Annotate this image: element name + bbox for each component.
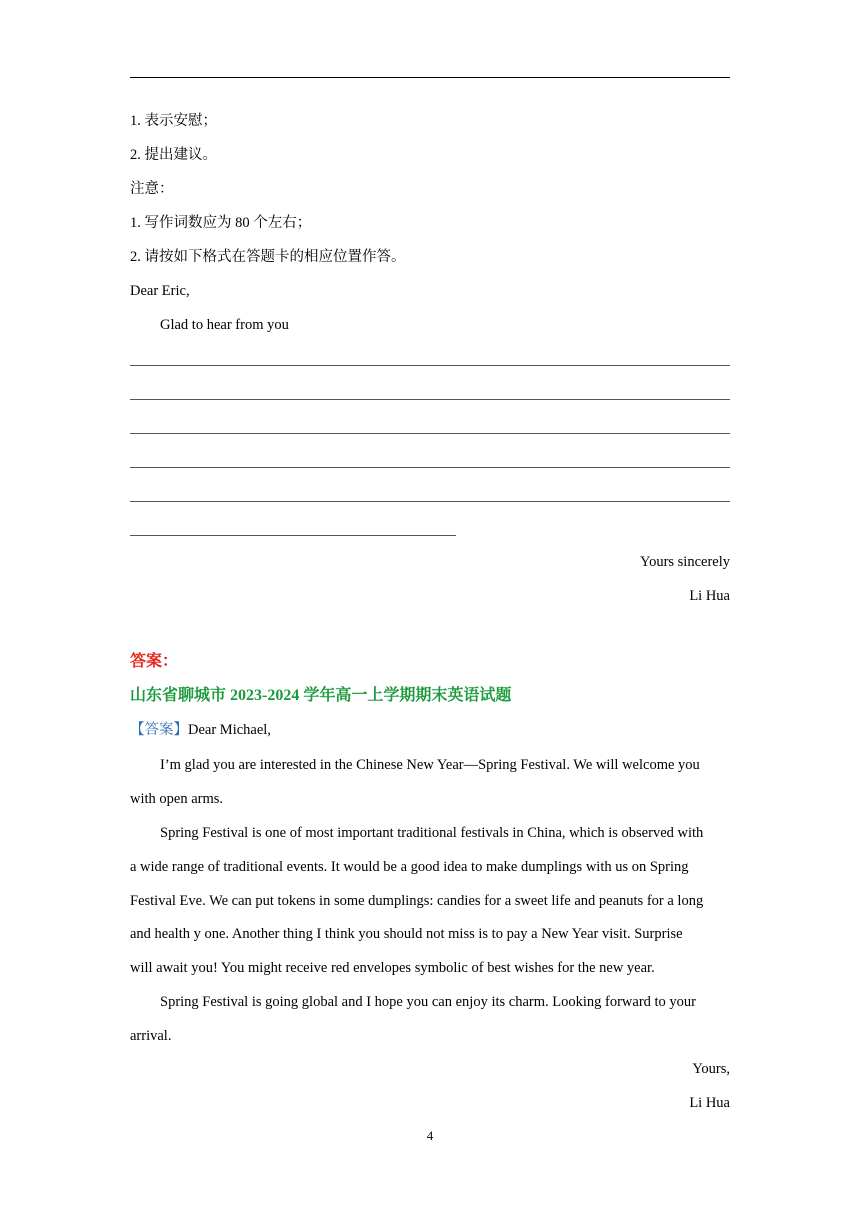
answer-header: 答案： — [130, 653, 179, 670]
answer-tag: 【答案】 — [130, 722, 188, 738]
note-label: 注意： — [130, 181, 174, 197]
answer-blank-line — [130, 467, 730, 468]
note-1: 1. 写作词数应为 80 个左右； — [130, 215, 312, 231]
answer-line: Spring Festival is going global and I hope you can enjoy its charm. Looking forward to your — [160, 994, 697, 1010]
answer-signature: Li Hua — [689, 1095, 730, 1111]
source-title: 山东省聊城市 2023-2024 学年高一上学期期末英语试题 — [130, 687, 512, 704]
answer-line: Festival Eve. We can put tokens in some dumplings: candies for a sweet life and peanuts for a long — [130, 893, 704, 909]
answer-line: with open arms. — [130, 791, 224, 807]
page-number: 4 — [426, 1128, 434, 1143]
answer-line: arrival. — [130, 1028, 172, 1044]
answer-blank-line — [130, 501, 730, 502]
answer-closing: Yours, — [692, 1061, 730, 1077]
answer-line: I’m glad you are interested in the Chinese New Year—Spring Festival. We will welcome you — [160, 757, 700, 773]
answer-blank-line — [130, 399, 730, 400]
answer-line: Spring Festival is one of most important traditional festivals in China, which is observed with — [160, 825, 704, 841]
requirement-1: 1. 表示安慰； — [130, 113, 217, 129]
note-2: 2. 请按如下格式在答题卡的相应位置作答。 — [130, 249, 406, 265]
letter-signature: Li Hua — [689, 588, 730, 604]
answer-line: a wide range of traditional events. It would be a good idea to make dumplings with us on Spring — [130, 859, 689, 875]
answer-blank-line — [130, 535, 456, 536]
letter-salutation: Dear Eric, — [130, 283, 190, 299]
letter-closing: Yours sincerely — [640, 554, 730, 570]
answer-line: will await you! You might receive red envelopes symbolic of best wishes for the new year. — [130, 960, 655, 976]
answer-blank-line — [130, 433, 730, 434]
answer-salutation: Dear Michael, — [188, 722, 271, 738]
answer-salutation-line — [130, 720, 271, 740]
letter-opening: Glad to hear from you — [160, 317, 289, 333]
requirement-2: 2. 提出建议。 — [130, 147, 217, 163]
answer-blank-line — [130, 365, 730, 366]
answer-line: and health y one. Another thing I think you should not miss is to pay a New Year visit. Surprise — [130, 926, 683, 942]
top-rule — [130, 77, 730, 78]
